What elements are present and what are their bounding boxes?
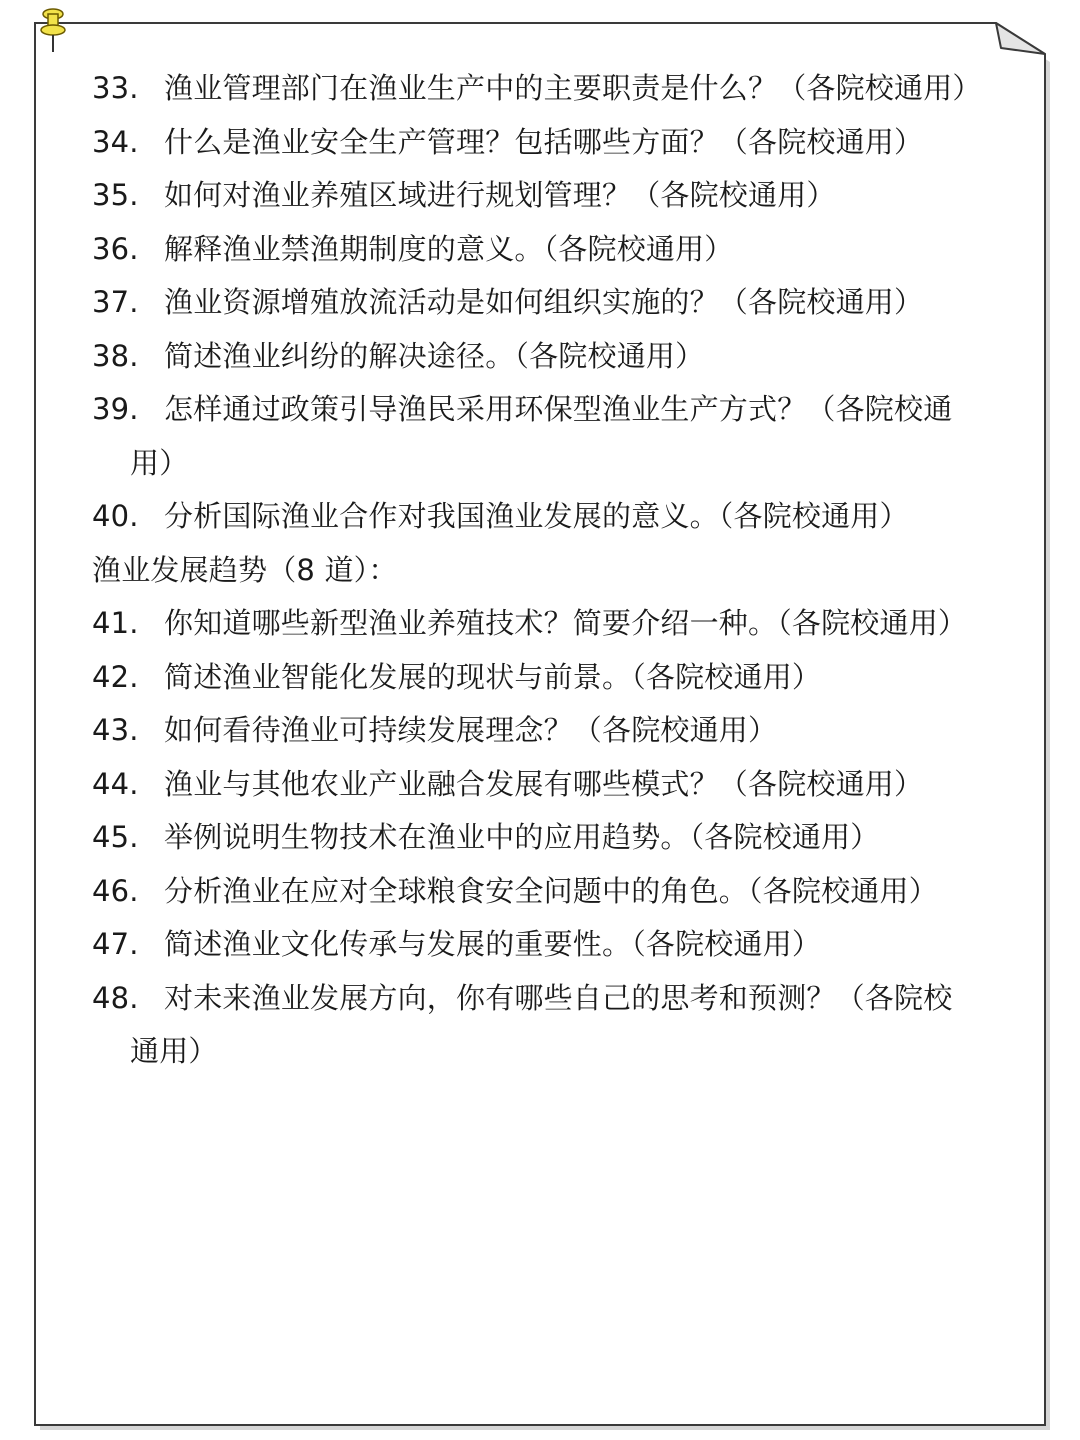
section-heading: 渔业发展趋势（8 道）： xyxy=(92,552,398,587)
item-number: 46. xyxy=(92,873,139,908)
pushpin-icon xyxy=(36,6,70,56)
list-item xyxy=(92,704,1012,758)
list-item xyxy=(92,276,1012,330)
item-number: 34. xyxy=(92,124,139,159)
list-item xyxy=(92,811,1012,865)
list-item xyxy=(92,116,1012,170)
item-number: 43. xyxy=(92,713,139,747)
item-text: 渔业管理部门在渔业生产中的主要职责是什么？（各院校通用） xyxy=(164,71,982,105)
item-text: 渔业与其他农业产业融合发展有哪些模式？（各院校通用） xyxy=(164,766,924,801)
item-number: 39. xyxy=(92,392,139,426)
list-item xyxy=(92,972,1012,1026)
list-item xyxy=(92,597,1012,651)
list-item xyxy=(92,62,1012,116)
item-text: 举例说明生物技术在渔业中的应用趋势。（各院校通用） xyxy=(164,820,880,854)
item-text: 如何对渔业养殖区域进行规划管理？（各院校通用） xyxy=(164,178,836,212)
item-number: 36. xyxy=(92,231,139,266)
item-number: 48. xyxy=(92,980,139,1015)
item-text: 分析渔业在应对全球粮食安全问题中的角色。（各院校通用） xyxy=(164,873,938,908)
list-item xyxy=(92,758,1012,812)
item-text-continuation: 用） xyxy=(130,445,189,480)
item-number: 37. xyxy=(92,285,139,319)
list-item xyxy=(92,651,1012,705)
item-number: 35. xyxy=(92,178,139,212)
item-number: 33. xyxy=(92,71,139,105)
list-item xyxy=(92,490,1012,544)
item-number: 44. xyxy=(92,766,139,801)
item-text: 解释渔业禁渔期制度的意义。（各院校通用） xyxy=(164,231,734,266)
item-text: 如何看待渔业可持续发展理念？（各院校通用） xyxy=(164,713,778,747)
question-list xyxy=(92,62,1012,1079)
list-item xyxy=(92,169,1012,223)
item-text: 怎样通过政策引导渔民采用环保型渔业生产方式？（各院校通 xyxy=(164,392,953,426)
item-text: 简述渔业智能化发展的现状与前景。（各院校通用） xyxy=(164,659,822,694)
list-item xyxy=(92,865,1012,919)
item-text: 简述渔业纠纷的解决途径。（各院校通用） xyxy=(164,338,705,373)
item-text-continuation: 通用） xyxy=(130,1034,218,1068)
item-number: 41. xyxy=(92,606,139,640)
item-number: 47. xyxy=(92,927,139,961)
item-text: 对未来渔业发展方向，你有哪些自己的思考和预测？（各院校 xyxy=(164,980,953,1015)
list-item xyxy=(92,383,1012,437)
list-item xyxy=(92,918,1012,972)
item-number: 45. xyxy=(92,820,139,854)
item-text: 简述渔业文化传承与发展的重要性。（各院校通用） xyxy=(164,927,822,961)
list-item xyxy=(92,223,1012,277)
item-number: 38. xyxy=(92,338,139,373)
item-text: 分析国际渔业合作对我国渔业发展的意义。（各院校通用） xyxy=(164,499,909,533)
item-text: 你知道哪些新型渔业养殖技术？简要介绍一种。（各院校通用） xyxy=(164,606,968,640)
item-number: 40. xyxy=(92,499,139,533)
item-text: 渔业资源增殖放流活动是如何组织实施的？（各院校通用） xyxy=(164,285,924,319)
item-number: 42. xyxy=(92,659,139,694)
item-text: 什么是渔业安全生产管理？包括哪些方面？（各院校通用） xyxy=(164,124,924,159)
list-item xyxy=(92,330,1012,384)
